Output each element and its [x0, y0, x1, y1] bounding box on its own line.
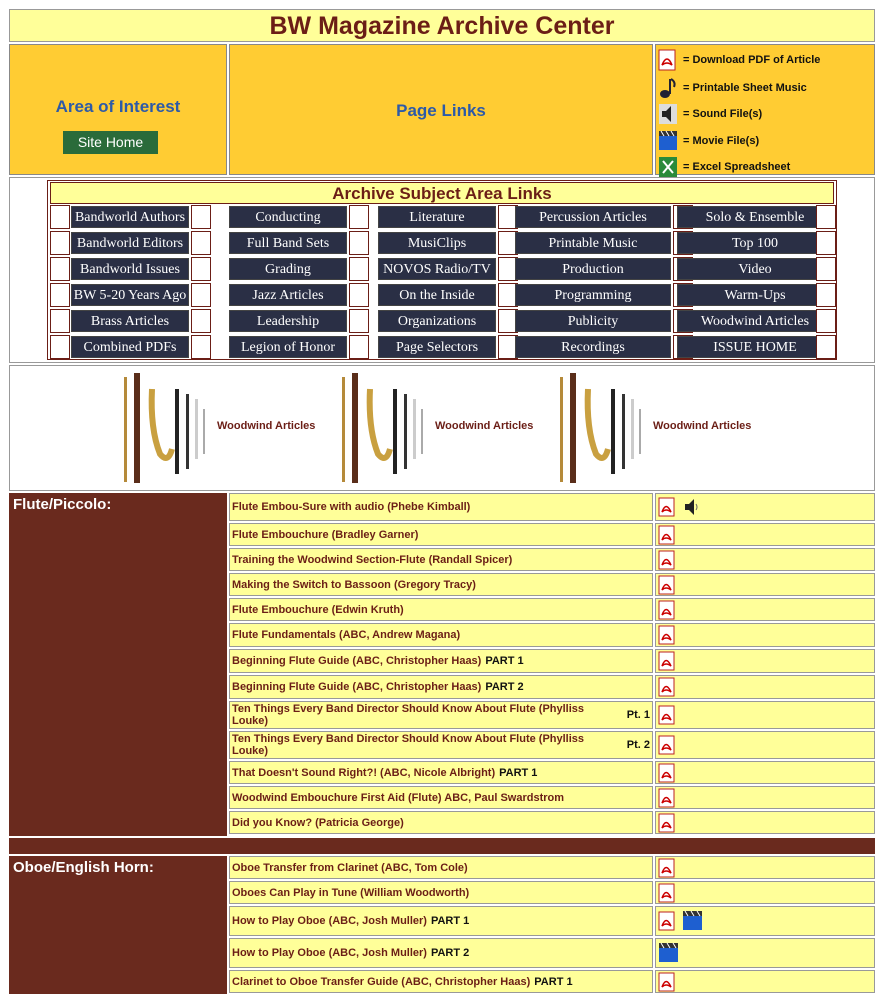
pdf-icon[interactable]	[658, 763, 676, 783]
subject-link-conducting[interactable]: Conducting	[229, 206, 347, 228]
legend-pdf-label: = Download PDF of Article	[683, 54, 821, 66]
article-file-icons	[655, 761, 875, 784]
article-title[interactable]: Woodwind Embouchure First Aid (Flute) ABC, Paul Swardstrom	[232, 791, 565, 804]
article-part: PART 2	[430, 947, 470, 959]
article-link[interactable]	[229, 811, 653, 834]
article-file-icons	[655, 731, 875, 759]
movie-icon[interactable]	[682, 910, 704, 932]
article-link[interactable]	[229, 548, 653, 571]
article-link[interactable]	[229, 649, 653, 673]
subject-link-production[interactable]: Production	[515, 258, 671, 280]
article-part: PART 1	[485, 655, 524, 667]
legend-excel-label: = Excel Spreadsheet	[683, 161, 791, 173]
pdf-icon[interactable]	[658, 972, 676, 992]
subject-link-programming[interactable]: Programming	[515, 284, 671, 306]
article-link[interactable]	[229, 938, 653, 968]
subject-link-bandworld-editors[interactable]: Bandworld Editors	[71, 232, 189, 254]
article-link[interactable]	[229, 598, 653, 621]
article-link[interactable]	[229, 856, 653, 879]
article-link[interactable]	[229, 786, 653, 809]
subject-grid-spacer	[50, 283, 70, 307]
article-title[interactable]: Clarinet to Oboe Transfer Guide (ABC, Christopher Haas)	[232, 975, 531, 988]
pdf-icon[interactable]	[658, 911, 676, 931]
legend-pdf	[658, 47, 820, 73]
subject-grid-spacer	[349, 257, 369, 281]
subject-grid-spacer	[349, 231, 369, 255]
subject-grid-spacer	[349, 283, 369, 307]
subject-link-page-selectors[interactable]: Page Selectors	[378, 336, 496, 358]
subject-link-printable-music[interactable]: Printable Music	[515, 232, 671, 254]
article-file-icons	[655, 493, 875, 521]
pdf-icon[interactable]	[658, 525, 676, 545]
subject-link-issue-home[interactable]: ISSUE HOME	[677, 336, 833, 358]
subject-link-recordings[interactable]: Recordings	[515, 336, 671, 358]
article-link[interactable]	[229, 523, 653, 546]
article-link[interactable]	[229, 970, 653, 993]
subject-link-bandworld-authors[interactable]: Bandworld Authors	[71, 206, 189, 228]
subject-grid-spacer	[50, 335, 70, 359]
subject-grid-spacer	[50, 309, 70, 333]
article-file-icons	[655, 548, 875, 571]
subject-grid-spacer	[816, 205, 836, 229]
subject-link-bw-5-20-years-ago[interactable]: BW 5-20 Years Ago	[71, 284, 189, 306]
pdf-icon[interactable]	[658, 813, 676, 833]
article-link[interactable]	[229, 701, 653, 729]
article-part: PART 1	[534, 975, 573, 988]
subject-grid-spacer	[816, 309, 836, 333]
article-title[interactable]: Flute Embouchure (Bradley Garner)	[232, 528, 419, 541]
subject-grid-spacer	[816, 257, 836, 281]
pdf-icon[interactable]	[658, 858, 676, 878]
section-label: Flute/Piccolo:	[9, 493, 227, 836]
woodwind-instruments-image[interactable]	[338, 369, 428, 492]
page-title: BW Magazine Archive Center	[9, 9, 875, 42]
subject-grid-spacer	[50, 205, 70, 229]
article-part: Pt. 1	[626, 709, 651, 721]
pdf-icon[interactable]	[658, 497, 676, 517]
subject-grid-spacer	[191, 205, 211, 229]
woodwind-instruments-image[interactable]	[556, 369, 646, 492]
pdf-icon[interactable]	[658, 677, 676, 697]
article-title[interactable]: Ten Things Every Band Director Should Know About Flute (Phylliss Louke)	[232, 703, 585, 727]
pdf-icon[interactable]	[658, 788, 676, 808]
article-file-icons	[655, 970, 875, 993]
article-title[interactable]: Did you Know? (Patricia George)	[232, 816, 404, 829]
page-links-heading: Page Links	[396, 101, 486, 120]
subject-link-solo-ensemble[interactable]: Solo & Ensemble	[677, 206, 833, 228]
subject-link-leadership[interactable]: Leadership	[229, 310, 347, 332]
article-title[interactable]: Beginning Flute Guide (ABC, Christopher Haas)	[232, 681, 482, 693]
article-part: PART 2	[485, 681, 524, 693]
legend-sound-label: = Sound File(s)	[683, 108, 763, 120]
subject-grid-spacer	[349, 335, 369, 359]
article-part: Pt. 2	[626, 739, 651, 751]
article-title[interactable]: Oboes Can Play in Tune (William Woodworth)	[232, 886, 470, 899]
article-title[interactable]: Making the Switch to Bassoon (Gregory Tracy)	[232, 578, 476, 591]
article-link[interactable]	[229, 493, 653, 521]
subject-grid-spacer	[50, 257, 70, 281]
woodwind-articles-link[interactable]: Woodwind Articles	[435, 420, 534, 432]
pdf-icon[interactable]	[658, 735, 676, 755]
woodwind-instruments-image[interactable]	[120, 369, 210, 492]
article-link[interactable]	[229, 623, 653, 647]
article-link[interactable]	[229, 906, 653, 936]
article-file-icons	[655, 598, 875, 621]
subject-link-full-band-sets[interactable]: Full Band Sets	[229, 232, 347, 254]
subject-link-on-the-inside[interactable]: On the Inside	[378, 284, 496, 306]
section-divider	[9, 838, 875, 854]
speaker-icon	[658, 103, 678, 125]
excel-icon	[658, 156, 678, 178]
subject-grid-spacer	[191, 309, 211, 333]
subject-link-jazz-articles[interactable]: Jazz Articles	[229, 284, 347, 306]
subject-grid-spacer	[191, 335, 211, 359]
subject-link-video[interactable]: Video	[677, 258, 833, 280]
area-of-interest-panel	[9, 44, 227, 175]
article-title[interactable]: How to Play Oboe (ABC, Josh Muller)	[232, 947, 427, 959]
article-file-icons	[655, 811, 875, 834]
article-file-icons	[655, 573, 875, 596]
music-note-icon	[658, 77, 678, 99]
subject-link-top-100[interactable]: Top 100	[677, 232, 833, 254]
article-title[interactable]: Flute Embouchure (Edwin Kruth)	[232, 603, 404, 616]
section-label: Oboe/English Horn:	[9, 856, 227, 994]
subject-area-title: Archive Subject Area Links	[50, 182, 834, 204]
movie-icon	[658, 130, 678, 152]
legend-movie	[658, 128, 759, 154]
speaker-icon[interactable]	[682, 497, 702, 517]
site-home-button[interactable]: Site Home	[63, 131, 158, 154]
subject-grid-spacer	[349, 205, 369, 229]
subject-grid-spacer	[816, 335, 836, 359]
pdf-icon[interactable]	[658, 625, 676, 645]
legend-sound	[658, 101, 762, 127]
woodwind-articles-link[interactable]: Woodwind Articles	[653, 420, 752, 432]
article-link[interactable]	[229, 675, 653, 699]
article-title[interactable]: Flute Fundamentals (ABC, Andrew Magana)	[232, 629, 461, 641]
subject-grid-spacer	[349, 309, 369, 333]
article-part: PART 1	[499, 766, 538, 779]
legend-music	[658, 75, 807, 101]
article-file-icons	[655, 701, 875, 729]
subject-link-percussion-articles[interactable]: Percussion Articles	[515, 206, 671, 228]
article-title[interactable]: Ten Things Every Band Director Should Know About Flute (Phylliss Louke)	[232, 733, 585, 757]
subject-link-woodwind-articles[interactable]: Woodwind Articles	[677, 310, 833, 332]
pdf-icon[interactable]	[658, 550, 676, 570]
article-file-icons	[655, 906, 875, 936]
article-file-icons	[655, 856, 875, 879]
article-file-icons	[655, 938, 875, 968]
article-part: PART 1	[430, 915, 470, 927]
subject-grid-spacer	[816, 231, 836, 255]
movie-icon[interactable]	[658, 942, 680, 964]
subject-link-bandworld-issues[interactable]: Bandworld Issues	[71, 258, 189, 280]
article-file-icons	[655, 623, 875, 647]
article-title[interactable]: Training the Woodwind Section-Flute (Randall Spicer)	[232, 553, 513, 566]
subject-link-brass-articles[interactable]: Brass Articles	[71, 310, 189, 332]
article-title[interactable]: That Doesn't Sound Right?! (ABC, Nicole Albright)	[232, 766, 496, 779]
article-title[interactable]: Flute Embou-Sure with audio (Phebe Kimball)	[232, 501, 471, 513]
article-title[interactable]: Beginning Flute Guide (ABC, Christopher Haas)	[232, 655, 482, 667]
subject-grid-spacer	[191, 283, 211, 307]
pdf-icon[interactable]	[658, 883, 676, 903]
article-file-icons	[655, 675, 875, 699]
woodwind-articles-link[interactable]: Woodwind Articles	[217, 420, 316, 432]
pdf-icon[interactable]	[658, 651, 676, 671]
article-link[interactable]	[229, 731, 653, 759]
article-link[interactable]	[229, 881, 653, 904]
subject-link-novos-radio-tv[interactable]: NOVOS Radio/TV	[378, 258, 496, 280]
subject-grid-spacer	[50, 231, 70, 255]
pdf-icon[interactable]	[658, 575, 676, 595]
subject-grid-spacer	[191, 257, 211, 281]
subject-grid-spacer	[191, 231, 211, 255]
subject-link-literature[interactable]: Literature	[378, 206, 496, 228]
pdf-icon[interactable]	[658, 705, 676, 725]
subject-link-combined-pdfs[interactable]: Combined PDFs	[71, 336, 189, 358]
subject-link-warm-ups[interactable]: Warm-Ups	[677, 284, 833, 306]
pdf-icon[interactable]	[658, 600, 676, 620]
article-link[interactable]	[229, 573, 653, 596]
subject-link-grading[interactable]: Grading	[229, 258, 347, 280]
article-title[interactable]: Oboe Transfer from Clarinet (ABC, Tom Cole)	[232, 861, 468, 874]
subject-link-publicity[interactable]: Publicity	[515, 310, 671, 332]
legend-movie-label: = Movie File(s)	[683, 135, 760, 147]
article-link[interactable]	[229, 761, 653, 784]
subject-link-musiclips[interactable]: MusiClips	[378, 232, 496, 254]
subject-link-organizations[interactable]: Organizations	[378, 310, 496, 332]
legend-music-label: = Printable Sheet Music	[683, 82, 807, 94]
article-file-icons	[655, 523, 875, 546]
area-of-interest-heading: Area of Interest	[55, 97, 181, 116]
article-title[interactable]: How to Play Oboe (ABC, Josh Muller)	[232, 915, 427, 927]
article-file-icons	[655, 649, 875, 673]
page-links-panel	[229, 44, 653, 175]
subject-link-legion-of-honor[interactable]: Legion of Honor	[229, 336, 347, 358]
article-file-icons	[655, 881, 875, 904]
subject-grid-spacer	[816, 283, 836, 307]
article-file-icons	[655, 786, 875, 809]
pdf-icon	[658, 49, 678, 71]
